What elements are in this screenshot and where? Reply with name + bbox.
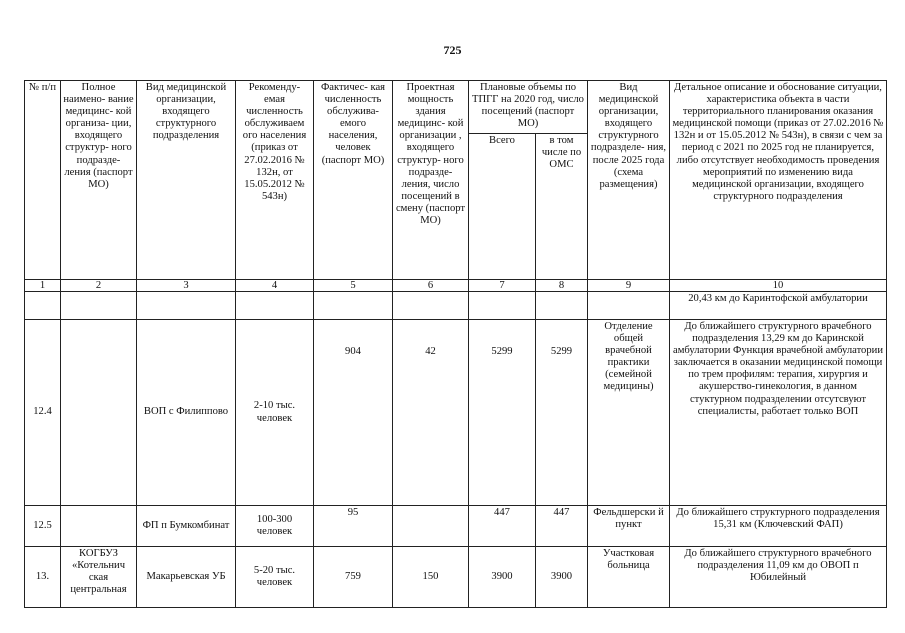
cell-oms: 447 <box>536 506 588 547</box>
header-cell-recommended: Рекоменду- емая численность обслуживаем ого населения (приказ от 27.02.2016 № 132н, от 15.05.2012 № 543н) <box>236 81 314 280</box>
column-number: 2 <box>61 280 137 292</box>
cell-actual: 759 <box>314 547 393 608</box>
cell-description: До ближайшего структурного подразделения 15,31 км (Ключевский ФАП) <box>670 506 887 547</box>
cell-type <box>137 292 236 320</box>
column-number: 8 <box>536 280 588 292</box>
column-number: 1 <box>25 280 61 292</box>
cell-organization <box>61 320 137 506</box>
medical-organizations-table <box>24 80 887 608</box>
cell-type: ВОП с Филиппово <box>137 320 236 506</box>
column-number-row <box>25 280 887 292</box>
cell-total: 3900 <box>469 547 536 608</box>
cell-actual: 95 <box>314 506 393 547</box>
cell-after-2025: Участковая больница <box>588 547 670 608</box>
column-number: 3 <box>137 280 236 292</box>
header-cell-number: № п/п <box>25 81 61 280</box>
table-header-row <box>25 81 887 134</box>
cell-capacity: 150 <box>393 547 469 608</box>
cell-capacity <box>393 506 469 547</box>
column-number: 10 <box>670 280 887 292</box>
cell-organization: КОГБУЗ «Котельнич ская центральная <box>61 547 137 608</box>
cell-after-2025: Фельдшерски й пункт <box>588 506 670 547</box>
column-number: 4 <box>236 280 314 292</box>
header-cell-description: Детальное описание и обоснование ситуации, характеристика объекта в части территориального планирования оказания медицинской помощи (приказ от 27.02.2016 № 132н и от 15.05.2012 № 543н), в связи с чем за период с 2021 по 2025 год не планируется, либо отсутствует необходимость проведения мероприятий по изменению вида медицинской организации, входящего структурного подразделения <box>670 81 887 280</box>
cell-recommended: 5-20 тыс. человек <box>236 547 314 608</box>
cell-actual <box>314 292 393 320</box>
cell-number: 12.5 <box>25 506 61 547</box>
cell-recommended <box>236 292 314 320</box>
header-cell-type: Вид медицинской организации, входящего структурного подразделения <box>137 81 236 280</box>
cell-capacity <box>393 292 469 320</box>
column-number: 7 <box>469 280 536 292</box>
cell-total <box>469 292 536 320</box>
cell-oms: 5299 <box>536 320 588 506</box>
table-row <box>25 292 887 320</box>
cell-description: До ближайшего структурного врачебного подразделения 13,29 км до Каринской амбулатории Функция врачебной амбулатории заключается в оказании медицинской помощи по трем профилям: терапия, хирургия и акушерство-гинекология, в данном стуктурном подразделении отсутсвуют специалисты, работает только ВОП <box>670 320 887 506</box>
cell-type: ФП п Бумкомбинат <box>137 506 236 547</box>
table-row <box>25 320 887 506</box>
header-cell-planned-volumes: Плановые объемы по ТПГГ на 2020 год, число посещений (паспорт МО) <box>469 81 588 134</box>
cell-organization <box>61 292 137 320</box>
header-cell-after-2025: Вид медицинской организации, входящего структурного подразделе- ния, после 2025 года (схема размещения) <box>588 81 670 280</box>
cell-actual: 904 <box>314 320 393 506</box>
cell-description: До ближайшего структурного врачебного подразделения 11,09 км до ОВОП п Юбилейный <box>670 547 887 608</box>
cell-number: 12.4 <box>25 320 61 506</box>
cell-capacity: 42 <box>393 320 469 506</box>
header-cell-oms: в том числе по ОМС <box>536 134 588 280</box>
column-number: 9 <box>588 280 670 292</box>
table-row <box>25 506 887 547</box>
cell-total: 447 <box>469 506 536 547</box>
header-cell-total: Всего <box>469 134 536 280</box>
header-cell-organization: Полное наимено- вание медицинс- кой организа- ции, входящего структур- ного подразде- ления (паспорт МО) <box>61 81 137 280</box>
cell-oms: 3900 <box>536 547 588 608</box>
header-cell-capacity: Проектная мощность здания медицинс- кой организации , входящего структур- ного подразде- ления, число посещений в смену (паспорт МО) <box>393 81 469 280</box>
cell-oms <box>536 292 588 320</box>
cell-after-2025: Отделение общей врачебной практики (семейной медицины) <box>588 320 670 506</box>
cell-recommended: 2-10 тыс. человек <box>236 320 314 506</box>
cell-number: 13. <box>25 547 61 608</box>
table-row <box>25 547 887 608</box>
cell-organization <box>61 506 137 547</box>
cell-total: 5299 <box>469 320 536 506</box>
page-number: 725 <box>443 43 462 57</box>
cell-recommended: 100-300 человек <box>236 506 314 547</box>
cell-number <box>25 292 61 320</box>
column-number: 6 <box>393 280 469 292</box>
header-cell-actual: Фактичес- кая численность обслужива- емого населения, человек (паспорт МО) <box>314 81 393 280</box>
cell-description: 20,43 км до Каринтофской амбулатории <box>670 292 887 320</box>
cell-after-2025 <box>588 292 670 320</box>
cell-type: Макарьевская УБ <box>137 547 236 608</box>
column-number: 5 <box>314 280 393 292</box>
